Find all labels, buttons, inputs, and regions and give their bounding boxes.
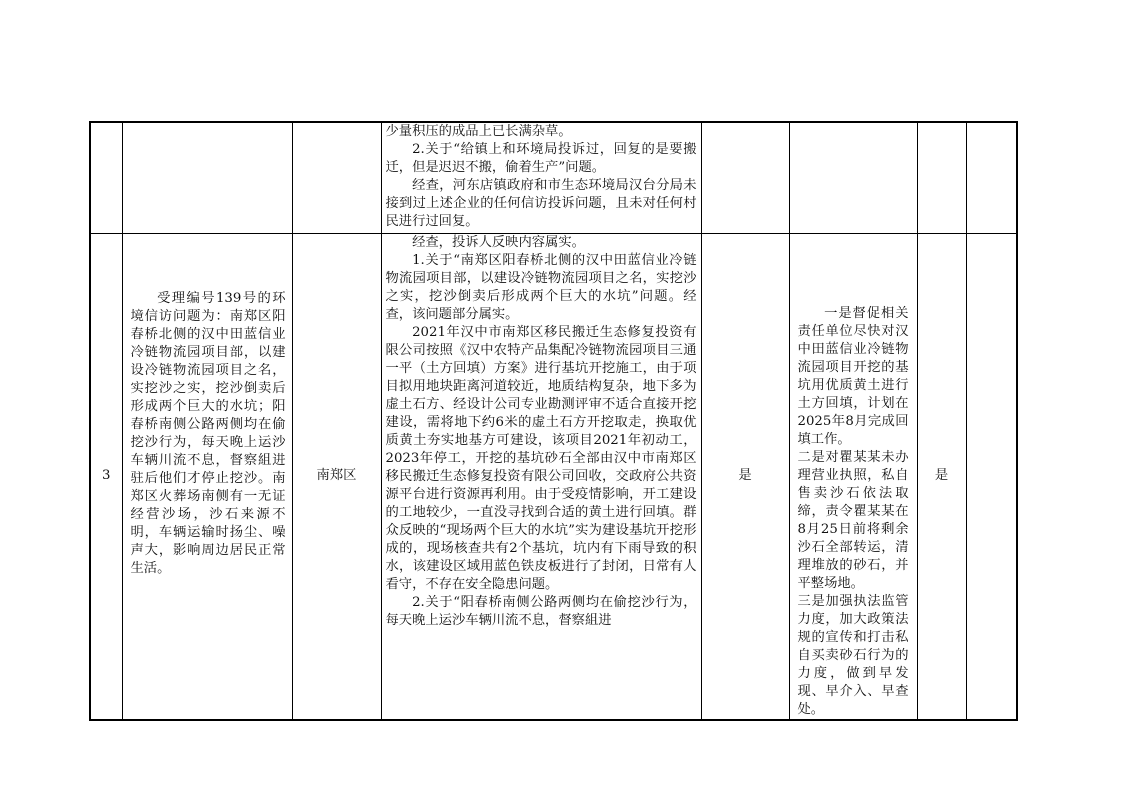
table-row <box>90 122 1017 233</box>
measures-cell <box>789 233 917 720</box>
row-number-cell: 3 <box>90 233 122 720</box>
findings-paragraph: 2.关于“阳春桥南侧公路两侧均在偷挖沙行为，每天晚上运沙车辆川流不息，督察組进 <box>385 594 697 628</box>
district-cell <box>292 122 381 233</box>
remark-cell <box>966 122 1017 233</box>
measure-item: 三是加强执法监管力度，加大政策法规的宣传和打击私自买卖砂石行为的力度，做到早发现、早介入、早查处。 <box>797 593 909 717</box>
findings-paragraph: 1.关于“南郑区阳春桥北侧的汉中田蓝信业冷链物流园项目部，以建设冷链物流园项目之名，实挖沙之实，挖沙倒卖后形成两个巨大的水坑”问题。经查，该问题部分属实。 <box>385 252 697 322</box>
findings-paragraph: 经查，投诉人反映内容属实。 <box>412 234 585 250</box>
complaint-text: 受理编号139号的环境信访问题为：南郑区阳春桥北侧的汉中田蓝信业冷链物流园项目部，以建设冷链物流园项目之名，实挖沙之实，挖沙倒卖后形成两个巨大的水坑；阳春桥南侧公路两侧均在偷挖沙行为，每天晚上运沙车辆川流不息，督察組进驻后他们才停止挖沙。南郑区火葬场南侧有一无证经营沙场，沙石来源不明，车辆运输时扬尘、噪声大，影响周边居民正常生活。 <box>130 290 286 576</box>
verified-cell <box>701 122 789 233</box>
closed-cell <box>917 122 966 233</box>
measures-cell <box>789 122 917 233</box>
remark-cell <box>966 233 1017 720</box>
measure-item: 一是督促相关责任单位尽快对汉中田蓝信业冷链物流园项目开挖的基坑用优质黄土进行土方回填，计划在2025年8月完成回填工作。 <box>797 305 909 447</box>
closed-cell: 是 <box>917 233 966 720</box>
complaint-cell <box>122 122 292 233</box>
findings-paragraph: 经查，河东店镇政府和市生态环境局汉台分局未接到过上述企业的任何信访投诉问题，且未对任何村民进行过回复。 <box>385 178 697 229</box>
district-cell: 南郑区 <box>292 233 381 720</box>
findings-paragraph: 少量积压的成品上已长满杂草。 <box>385 124 572 139</box>
complaint-cell <box>122 233 292 720</box>
row-number-cell <box>90 122 122 233</box>
verified-cell: 是 <box>701 233 789 720</box>
complaint-table <box>89 121 1018 721</box>
measure-item: 二是对瞿某某未办理营业执照，私自售卖沙石依法取缔，责令瞿某某在8月25日前将剩余沙石全部转运，清理堆放的砂石，并平整场地。 <box>797 449 909 591</box>
findings-cell <box>381 122 701 233</box>
findings-paragraph: 2.关于“给镇上和环境局投诉过，回复的是要搬迁，但是迟迟不搬，偷着生产”问题。 <box>385 142 697 175</box>
findings-paragraph: 2021年汉中市南郑区移民搬迁生态修复投资有限公司按照《汉中农特产品集配冷链物流园项目三通一平（土方回填）方案》进行基坑开挖施工，由于项目拟用地块距离河道较近，地质结构复杂，地下多为虚土石方、经设计公司专业勘测评审不适合直接开挖建设，需将地下约6米的虚土石方开挖取走，换取优质黄土夯实地基方可建设，该项目2021年初动工，2023年停工，开挖的基坑砂石全部由汉中市南郑区移民搬迁生态修复投资有限公司回收，交政府公共资源平台进行资源再利用。由于受疫情影响，开工建设的工地较少，一直没寻找到合适的黄土进行回填。群众反映的“现场两个巨大的水坑”实为建设基坑开挖形成的，现场核查共有2个基坑，坑内有下雨导致的积水，该建设区域用蓝色铁皮板进行了封闭，日常有人看守，不存在安全隐患问题。 <box>385 324 697 592</box>
findings-cell <box>381 233 701 720</box>
table-row <box>90 233 1017 720</box>
